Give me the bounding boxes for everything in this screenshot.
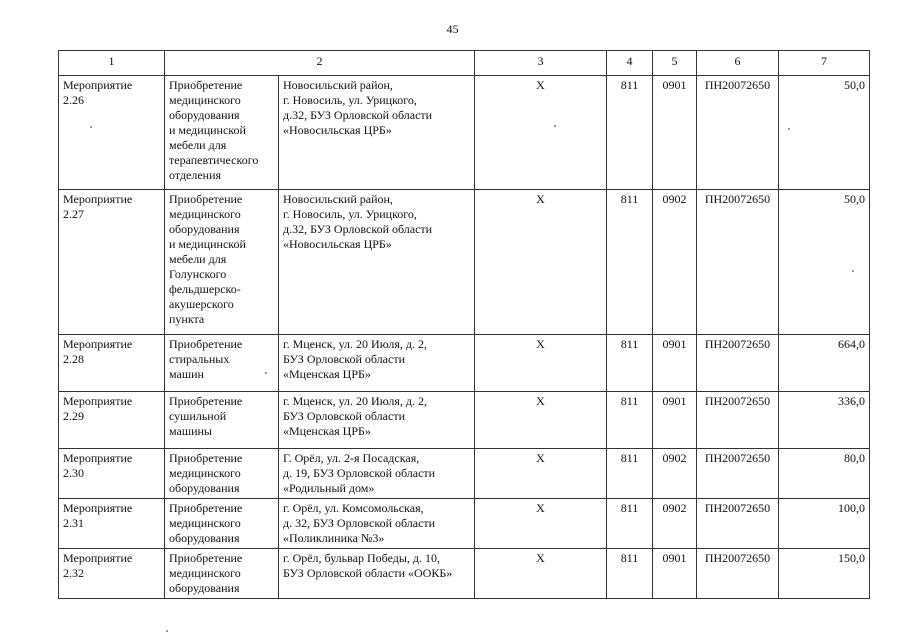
purpose-cell-line: медицинского [169, 516, 241, 530]
location-cell [279, 76, 475, 190]
purpose-cell-line: фельдшерско- [169, 282, 241, 296]
location-cell-line: Новосильский район, [283, 192, 393, 206]
purpose-cell-line: оборудования [169, 108, 240, 122]
col6-cell: ПН20072650 [697, 190, 779, 335]
purpose-cell-line: мебели для [169, 252, 227, 266]
amount-cell: 100,0 [779, 499, 870, 549]
location-cell-line: Г. Орёл, ул. 2-я Посадская, [283, 451, 420, 465]
purpose-cell-line: оборудования [169, 531, 240, 545]
amount-cell: 50,0 [779, 190, 870, 335]
col6-cell: ПН20072650 [697, 76, 779, 190]
header-col-2: 2 [165, 51, 475, 76]
purpose-cell [165, 76, 279, 190]
col3-cell: Х [475, 499, 607, 549]
purpose-cell-line: медицинского [169, 566, 241, 580]
header-col-6: 6 [697, 51, 779, 76]
purpose-cell-line: медицинского [169, 466, 241, 480]
amount-cell: 664,0 [779, 335, 870, 392]
location-cell-line: д.32, БУЗ Орловской области [283, 222, 433, 236]
purpose-cell [165, 392, 279, 449]
col5-cell: 0901 [653, 549, 697, 599]
event-cell [59, 335, 165, 392]
amount-cell: 80,0 [779, 449, 870, 499]
header-col-1: 1 [59, 51, 165, 76]
header-col-7: 7 [779, 51, 870, 76]
purpose-cell-line: и медицинской [169, 237, 246, 251]
event-cell-line: 2.27 [63, 207, 84, 221]
event-cell-line: 2.30 [63, 466, 84, 480]
purpose-cell-line: Приобретение [169, 78, 243, 92]
col3-cell: Х [475, 190, 607, 335]
table-row [59, 449, 870, 499]
scan-speck [166, 630, 168, 632]
table-row [59, 190, 870, 335]
event-cell-line: Мероприятие [63, 192, 133, 206]
col3-cell: Х [475, 76, 607, 190]
col6-cell: ПН20072650 [697, 449, 779, 499]
purpose-cell-line: машин [169, 367, 204, 381]
purpose-cell-line: отделения [169, 168, 222, 182]
purpose-cell-line: терапевтического [169, 153, 259, 167]
col6-cell: ПН20072650 [697, 499, 779, 549]
scan-speck [554, 125, 556, 127]
event-cell-line: Мероприятие [63, 337, 133, 351]
event-cell [59, 190, 165, 335]
location-cell [279, 449, 475, 499]
location-cell-line: г. Мценск, ул. 20 Июля, д. 2, [283, 394, 427, 408]
col3-cell: Х [475, 449, 607, 499]
col4-cell: 811 [607, 449, 653, 499]
purpose-cell-line: Приобретение [169, 451, 243, 465]
event-cell [59, 392, 165, 449]
event-cell-line: 2.28 [63, 352, 84, 366]
event-cell [59, 76, 165, 190]
purpose-cell [165, 335, 279, 392]
col3-cell: Х [475, 335, 607, 392]
event-cell [59, 449, 165, 499]
purpose-cell-line: оборудования [169, 222, 240, 236]
amount-cell: 150,0 [779, 549, 870, 599]
col5-cell: 0901 [653, 76, 697, 190]
location-cell-line: г. Мценск, ул. 20 Июля, д. 2, [283, 337, 427, 351]
location-cell-line: БУЗ Орловской области [283, 409, 405, 423]
location-cell-line: г. Орёл, бульвар Победы, д. 10, [283, 551, 441, 565]
event-cell-line: Мероприятие [63, 78, 133, 92]
location-cell-line: г. Новосиль, ул. Урицкого, [283, 207, 417, 221]
location-cell-line: «Мценская ЦРБ» [283, 367, 371, 381]
purpose-cell-line: Приобретение [169, 192, 243, 206]
purpose-cell-line: акушерского [169, 297, 234, 311]
location-cell-line: «Новосильская ЦРБ» [283, 237, 392, 251]
purpose-cell-line: стиральных [169, 352, 230, 366]
scan-speck [852, 270, 854, 272]
table-row [59, 499, 870, 549]
purpose-cell-line: Голунского [169, 267, 227, 281]
table-row [59, 549, 870, 599]
col5-cell: 0902 [653, 190, 697, 335]
location-cell-line: «Мценская ЦРБ» [283, 424, 371, 438]
location-cell-line: д. 32, БУЗ Орловской области [283, 516, 436, 530]
col4-cell: 811 [607, 549, 653, 599]
location-cell-line: д. 19, БУЗ Орловской области [283, 466, 436, 480]
col5-cell: 0902 [653, 499, 697, 549]
purpose-cell-line: машины [169, 424, 212, 438]
col4-cell: 811 [607, 335, 653, 392]
purpose-cell [165, 549, 279, 599]
purpose-cell-line: пункта [169, 312, 205, 326]
col6-cell: ПН20072650 [697, 335, 779, 392]
location-cell [279, 190, 475, 335]
header-col-4: 4 [607, 51, 653, 76]
event-cell-line: Мероприятие [63, 451, 133, 465]
amount-cell: 50,0 [779, 76, 870, 190]
col4-cell: 811 [607, 76, 653, 190]
header-col-3: 3 [475, 51, 607, 76]
scan-speck [788, 128, 790, 130]
location-cell-line: Новосильский район, [283, 78, 393, 92]
purpose-cell [165, 449, 279, 499]
col4-cell: 811 [607, 190, 653, 335]
col4-cell: 811 [607, 499, 653, 549]
location-cell-line: г. Новосиль, ул. Урицкого, [283, 93, 417, 107]
event-cell [59, 499, 165, 549]
purpose-cell-line: Приобретение [169, 551, 243, 565]
col3-cell: Х [475, 392, 607, 449]
location-cell-line: д.32, БУЗ Орловской области [283, 108, 433, 122]
col5-cell: 0902 [653, 449, 697, 499]
table-header-row [59, 51, 870, 76]
location-cell-line: г. Орёл, ул. Комсомольская, [283, 501, 424, 515]
event-cell [59, 549, 165, 599]
location-cell-line: «Новосильская ЦРБ» [283, 123, 392, 137]
location-cell [279, 392, 475, 449]
event-cell-line: Мероприятие [63, 394, 133, 408]
location-cell [279, 549, 475, 599]
purpose-cell [165, 190, 279, 335]
event-cell-line: 2.32 [63, 566, 84, 580]
col5-cell: 0901 [653, 335, 697, 392]
event-cell-line: Мероприятие [63, 551, 133, 565]
table-row [59, 335, 870, 392]
table-row [59, 76, 870, 190]
col6-cell: ПН20072650 [697, 549, 779, 599]
event-cell-line: 2.31 [63, 516, 84, 530]
purpose-cell-line: оборудования [169, 481, 240, 495]
col5-cell: 0901 [653, 392, 697, 449]
event-cell-line: Мероприятие [63, 501, 133, 515]
purpose-cell-line: мебели для [169, 138, 227, 152]
table-body [59, 76, 870, 599]
purpose-cell-line: сушильной [169, 409, 227, 423]
purpose-cell-line: оборудования [169, 581, 240, 595]
amount-cell: 336,0 [779, 392, 870, 449]
purpose-cell-line: медицинского [169, 207, 241, 221]
purpose-cell-line: и медицинской [169, 123, 246, 137]
purpose-cell [165, 499, 279, 549]
location-cell-line: БУЗ Орловской области [283, 352, 405, 366]
col4-cell: 811 [607, 392, 653, 449]
purpose-cell-line: Приобретение [169, 501, 243, 515]
header-col-5: 5 [653, 51, 697, 76]
location-cell-line: «Поликлиника №3» [283, 531, 385, 545]
page-number: 45 [446, 22, 459, 36]
purpose-cell-line: Приобретение [169, 394, 243, 408]
table-row [59, 392, 870, 449]
location-cell-line: «Родильный дом» [283, 481, 375, 495]
event-cell-line: 2.29 [63, 409, 84, 423]
scan-speck [265, 372, 267, 374]
events-table [58, 50, 870, 599]
col6-cell: ПН20072650 [697, 392, 779, 449]
col3-cell: Х [475, 549, 607, 599]
location-cell-line: БУЗ Орловской области «ООКБ» [283, 566, 453, 580]
location-cell [279, 499, 475, 549]
scan-speck [90, 126, 92, 128]
purpose-cell-line: медицинского [169, 93, 241, 107]
event-cell-line: 2.26 [63, 93, 84, 107]
location-cell [279, 335, 475, 392]
purpose-cell-line: Приобретение [169, 337, 243, 351]
